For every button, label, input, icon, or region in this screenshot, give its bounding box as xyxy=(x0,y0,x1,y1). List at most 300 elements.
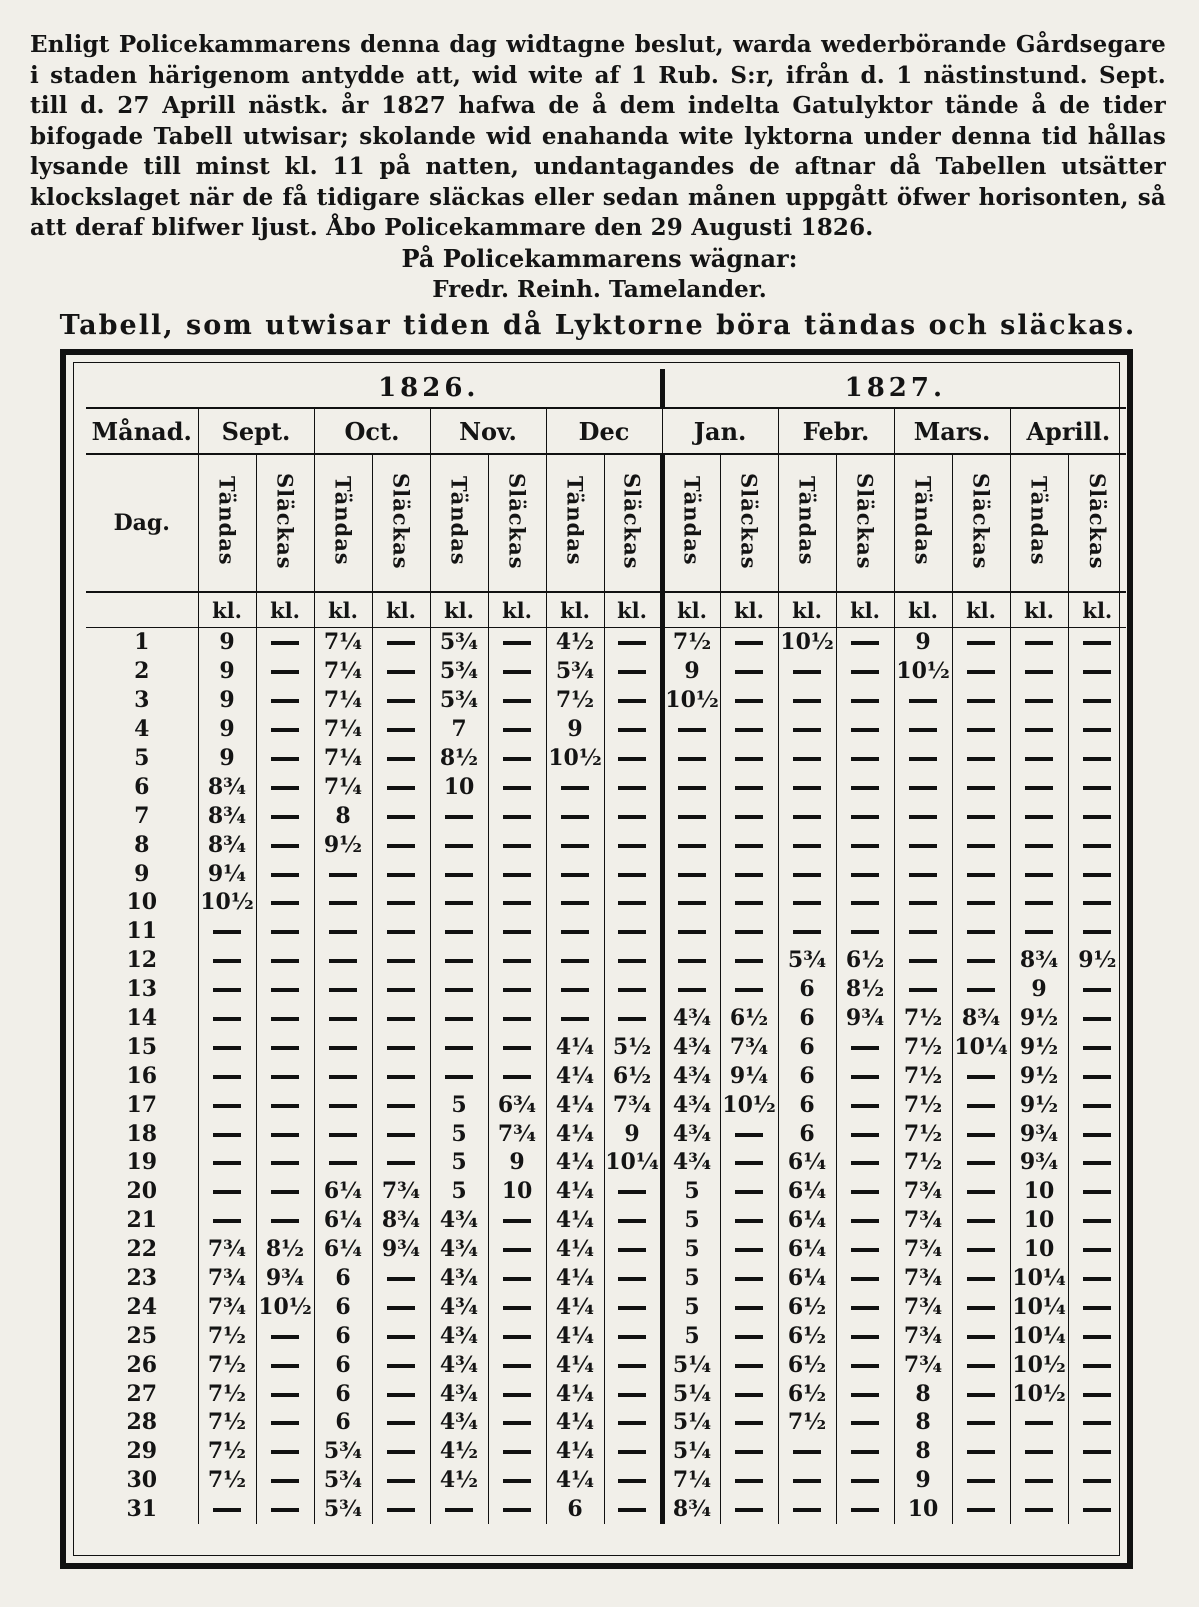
unit-label: kl. xyxy=(604,592,662,628)
time-value: 10¼ xyxy=(954,1033,1008,1060)
time-cell xyxy=(256,686,314,715)
time-cell xyxy=(720,1437,778,1466)
time-cell xyxy=(836,1119,894,1148)
month-header: Febr. xyxy=(778,408,894,454)
time-cell xyxy=(720,1119,778,1148)
time-cell xyxy=(604,1292,662,1321)
day-number: 20 xyxy=(126,1178,158,1205)
dash-mark xyxy=(271,1161,299,1165)
time-value: 7½ xyxy=(207,1409,247,1436)
time-value: 7¾ xyxy=(497,1120,537,1147)
dash-mark xyxy=(1025,844,1053,848)
dash-mark xyxy=(271,1421,299,1425)
dash-mark xyxy=(271,641,299,645)
time-cell xyxy=(894,1437,952,1466)
dash-mark xyxy=(1083,670,1111,674)
time-cell xyxy=(430,1119,488,1148)
time-value: 9 xyxy=(1031,976,1047,1003)
time-cell xyxy=(1068,1379,1126,1408)
unit-label: kl. xyxy=(1068,592,1126,628)
dash-mark xyxy=(387,844,415,848)
time-cell xyxy=(952,1004,1010,1033)
time-cell xyxy=(546,744,604,773)
dash-mark xyxy=(503,844,531,848)
dash-mark xyxy=(1025,930,1053,934)
time-cell xyxy=(372,1408,430,1437)
unit-label: kl. xyxy=(952,592,1010,628)
time-cell xyxy=(256,1437,314,1466)
dash-mark xyxy=(1083,1046,1111,1050)
time-value: 9 xyxy=(509,1149,525,1176)
time-cell xyxy=(430,917,488,946)
time-cell xyxy=(894,830,952,859)
dash-mark xyxy=(271,1075,299,1079)
time-value: 5¾ xyxy=(323,1438,363,1465)
dash-mark xyxy=(735,988,763,992)
dash-mark xyxy=(793,728,821,732)
time-value: 6¼ xyxy=(787,1265,827,1292)
time-cell xyxy=(198,657,256,686)
time-cell xyxy=(778,975,836,1004)
dash-mark xyxy=(618,1335,646,1339)
time-value: 7¾ xyxy=(381,1178,421,1205)
dash-mark xyxy=(909,728,937,732)
dash-mark xyxy=(678,959,706,963)
time-value: 6½ xyxy=(612,1062,652,1089)
tandas-header: Tändas xyxy=(910,476,936,566)
time-cell xyxy=(952,1495,1010,1524)
time-cell xyxy=(488,888,546,917)
time-value: 7¾ xyxy=(207,1293,247,1320)
time-value: 5 xyxy=(451,1178,467,1205)
time-cell xyxy=(430,975,488,1004)
time-value: 9¾ xyxy=(265,1265,305,1292)
time-cell xyxy=(1010,1264,1068,1293)
time-cell xyxy=(604,1379,662,1408)
time-cell xyxy=(314,1004,372,1033)
dash-mark xyxy=(967,1508,995,1512)
dash-mark xyxy=(735,757,763,761)
time-cell xyxy=(546,1350,604,1379)
dash-mark xyxy=(1083,1335,1111,1339)
time-cell xyxy=(1010,859,1068,888)
time-cell xyxy=(488,801,546,830)
dash-mark xyxy=(735,1190,763,1194)
time-value: 6½ xyxy=(787,1322,827,1349)
dash-mark xyxy=(213,1161,241,1165)
dash-mark xyxy=(1025,901,1053,905)
table-row xyxy=(86,744,1126,773)
time-cell xyxy=(256,1061,314,1090)
dash-mark xyxy=(851,1450,879,1454)
time-cell xyxy=(198,975,256,1004)
time-cell xyxy=(314,628,372,657)
time-value: 7½ xyxy=(207,1438,247,1465)
time-cell xyxy=(488,1119,546,1148)
month-label: Månad. xyxy=(86,408,198,454)
time-cell xyxy=(894,1264,952,1293)
day-number: 11 xyxy=(126,918,158,945)
time-cell xyxy=(778,1119,836,1148)
time-cell xyxy=(1068,1264,1126,1293)
time-cell xyxy=(1010,1379,1068,1408)
dash-mark xyxy=(851,901,879,905)
dash-mark xyxy=(329,901,357,905)
time-cell xyxy=(778,1004,836,1033)
dash-mark xyxy=(1083,1017,1111,1021)
table-row xyxy=(86,1292,1126,1321)
time-cell xyxy=(430,744,488,773)
time-cell xyxy=(662,1466,720,1495)
time-cell xyxy=(662,1004,720,1033)
table-row xyxy=(86,1148,1126,1177)
dash-mark xyxy=(387,1450,415,1454)
dash-mark xyxy=(1083,1306,1111,1310)
dash-mark xyxy=(735,1421,763,1425)
dash-mark xyxy=(851,786,879,790)
time-cell xyxy=(604,888,662,917)
time-cell xyxy=(836,1206,894,1235)
time-cell xyxy=(256,859,314,888)
dash-mark xyxy=(503,699,531,703)
dash-mark xyxy=(387,786,415,790)
day-number: 6 xyxy=(134,773,150,800)
time-cell xyxy=(662,1495,720,1524)
time-value: 6¾ xyxy=(497,1091,537,1118)
time-cell xyxy=(836,1235,894,1264)
dash-mark xyxy=(561,815,589,819)
dash-mark xyxy=(618,844,646,848)
dash-mark xyxy=(909,930,937,934)
dash-mark xyxy=(271,1479,299,1483)
time-cell xyxy=(314,1350,372,1379)
dash-mark xyxy=(503,1364,531,1368)
time-value: 5¾ xyxy=(787,947,827,974)
time-value: 7½ xyxy=(903,1149,943,1176)
unit-label: kl. xyxy=(662,592,720,628)
time-value: 7½ xyxy=(903,1120,943,1147)
dash-mark xyxy=(967,1104,995,1108)
time-cell xyxy=(256,801,314,830)
time-cell xyxy=(314,1148,372,1177)
time-cell xyxy=(546,628,604,657)
table-row xyxy=(86,628,1126,657)
time-cell xyxy=(546,946,604,975)
dash-mark xyxy=(618,786,646,790)
time-value: 7¾ xyxy=(612,1091,652,1118)
time-value: 6¼ xyxy=(323,1178,363,1205)
time-cell xyxy=(488,1321,546,1350)
dash-mark xyxy=(503,873,531,877)
time-cell xyxy=(836,888,894,917)
time-cell xyxy=(836,1292,894,1321)
dash-mark xyxy=(271,1219,299,1223)
time-cell xyxy=(314,1379,372,1408)
dash-mark xyxy=(618,1450,646,1454)
dash-mark xyxy=(851,757,879,761)
time-cell xyxy=(836,1408,894,1437)
dash-mark xyxy=(329,1046,357,1050)
dash-mark xyxy=(1083,699,1111,703)
time-cell xyxy=(488,772,546,801)
time-value: 7¾ xyxy=(903,1207,943,1234)
dash-mark xyxy=(618,1248,646,1252)
time-value: 8¾ xyxy=(207,773,247,800)
time-cell xyxy=(894,1292,952,1321)
time-cell xyxy=(662,830,720,859)
time-cell xyxy=(430,830,488,859)
time-value: 8½ xyxy=(845,976,885,1003)
time-cell xyxy=(1068,1119,1126,1148)
dash-mark xyxy=(735,844,763,848)
time-cell xyxy=(314,1206,372,1235)
time-cell xyxy=(488,744,546,773)
time-value: 8¾ xyxy=(672,1496,712,1523)
time-value: 10½ xyxy=(665,687,719,714)
time-cell xyxy=(662,1148,720,1177)
table-row xyxy=(86,801,1126,830)
dash-mark xyxy=(618,1421,646,1425)
time-value: 10½ xyxy=(200,889,254,916)
time-cell xyxy=(198,830,256,859)
day-number: 16 xyxy=(126,1062,158,1089)
dash-mark xyxy=(618,815,646,819)
dash-mark xyxy=(851,1161,879,1165)
dash-mark xyxy=(909,873,937,877)
time-cell xyxy=(1010,744,1068,773)
dash-mark xyxy=(618,930,646,934)
time-cell xyxy=(894,1119,952,1148)
dash-mark xyxy=(967,873,995,877)
time-cell xyxy=(836,1379,894,1408)
slackas-header: Släckas xyxy=(968,472,994,570)
time-cell xyxy=(662,801,720,830)
time-cell xyxy=(604,1264,662,1293)
dash-mark xyxy=(851,1277,879,1281)
time-cell xyxy=(778,1437,836,1466)
time-cell xyxy=(720,686,778,715)
dash-mark xyxy=(735,641,763,645)
time-cell xyxy=(1068,1148,1126,1177)
time-value: 4¾ xyxy=(439,1207,479,1234)
dash-mark xyxy=(387,728,415,732)
time-cell xyxy=(662,946,720,975)
dash-mark xyxy=(1083,641,1111,645)
dash-mark xyxy=(1025,1421,1053,1425)
dash-mark xyxy=(967,1421,995,1425)
time-cell xyxy=(662,1032,720,1061)
unit-row xyxy=(86,592,1126,628)
year-row xyxy=(86,369,1126,408)
dash-mark xyxy=(618,1508,646,1512)
time-value: 4¾ xyxy=(439,1409,479,1436)
time-cell xyxy=(1010,1466,1068,1495)
time-cell xyxy=(720,1206,778,1235)
time-value: 8½ xyxy=(265,1236,305,1263)
tandas-header: Tändas xyxy=(562,476,588,566)
dash-mark xyxy=(561,901,589,905)
time-value: 10¼ xyxy=(1012,1265,1066,1292)
time-value: 6 xyxy=(335,1351,351,1378)
time-cell xyxy=(836,772,894,801)
time-cell xyxy=(604,1321,662,1350)
time-cell xyxy=(604,975,662,1004)
time-cell xyxy=(430,1408,488,1437)
time-cell xyxy=(198,859,256,888)
time-cell xyxy=(952,1292,1010,1321)
time-cell xyxy=(1010,1408,1068,1437)
time-cell xyxy=(198,1292,256,1321)
day-number: 21 xyxy=(126,1207,158,1234)
dash-mark xyxy=(445,1046,473,1050)
time-value: 6 xyxy=(567,1496,583,1523)
time-cell xyxy=(256,1321,314,1350)
time-cell xyxy=(1010,1119,1068,1148)
dash-mark xyxy=(213,1104,241,1108)
time-value: 4¼ xyxy=(555,1380,595,1407)
dash-mark xyxy=(967,1133,995,1137)
dash-mark xyxy=(1025,786,1053,790)
time-cell xyxy=(1068,975,1126,1004)
time-cell xyxy=(1068,628,1126,657)
time-value: 4¼ xyxy=(555,1351,595,1378)
time-cell xyxy=(546,1437,604,1466)
time-value: 6 xyxy=(335,1265,351,1292)
time-value: 6¼ xyxy=(787,1207,827,1234)
dash-mark xyxy=(967,641,995,645)
dash-mark xyxy=(387,1335,415,1339)
time-cell xyxy=(894,1061,952,1090)
dash-mark xyxy=(1025,1479,1053,1483)
time-cell xyxy=(662,686,720,715)
dash-mark xyxy=(618,1306,646,1310)
dash-mark xyxy=(618,1017,646,1021)
time-cell xyxy=(430,1292,488,1321)
time-cell xyxy=(720,801,778,830)
dash-mark xyxy=(445,901,473,905)
time-cell xyxy=(720,1495,778,1524)
time-value: 7¾ xyxy=(207,1265,247,1292)
dash-mark xyxy=(618,1393,646,1397)
time-cell xyxy=(720,1466,778,1495)
dash-mark xyxy=(851,728,879,732)
time-value: 9½ xyxy=(1019,1005,1059,1032)
time-cell xyxy=(836,801,894,830)
table-row xyxy=(86,917,1126,946)
time-cell xyxy=(1010,715,1068,744)
time-cell xyxy=(1010,686,1068,715)
table-row xyxy=(86,1090,1126,1119)
dash-mark xyxy=(793,699,821,703)
time-value: 9½ xyxy=(1078,947,1117,974)
day-number: 4 xyxy=(134,716,150,743)
dash-mark xyxy=(678,930,706,934)
time-cell xyxy=(372,1350,430,1379)
time-cell xyxy=(662,975,720,1004)
dash-mark xyxy=(1025,815,1053,819)
time-cell xyxy=(778,1466,836,1495)
day-number: 2 xyxy=(134,658,150,685)
time-value: 8 xyxy=(335,802,351,829)
dash-mark xyxy=(503,988,531,992)
day-number: 9 xyxy=(134,860,150,887)
dash-mark xyxy=(213,1017,241,1021)
unit-label: kl. xyxy=(256,592,314,628)
slackas-header: Släckas xyxy=(504,472,530,570)
time-cell xyxy=(488,1061,546,1090)
time-cell xyxy=(662,917,720,946)
time-value: 4¼ xyxy=(555,1293,595,1320)
time-cell xyxy=(198,1148,256,1177)
unit-label: kl. xyxy=(430,592,488,628)
dash-mark xyxy=(1083,757,1111,761)
dash-mark xyxy=(967,1075,995,1079)
time-cell xyxy=(488,1090,546,1119)
dash-mark xyxy=(735,699,763,703)
time-cell xyxy=(430,1090,488,1119)
month-header: Oct. xyxy=(314,408,430,454)
time-cell xyxy=(430,1495,488,1524)
time-cell xyxy=(314,1090,372,1119)
time-value: 4¼ xyxy=(555,1033,595,1060)
time-cell xyxy=(546,686,604,715)
time-value: 10 xyxy=(501,1178,533,1205)
dash-mark xyxy=(967,959,995,963)
day-number: 30 xyxy=(126,1467,158,1494)
dash-mark xyxy=(851,873,879,877)
time-cell xyxy=(256,1148,314,1177)
time-cell xyxy=(372,1090,430,1119)
time-cell xyxy=(1010,1090,1068,1119)
time-cell xyxy=(372,657,430,686)
time-value: 5¾ xyxy=(323,1467,363,1494)
time-cell xyxy=(1068,1090,1126,1119)
table-row xyxy=(86,1437,1126,1466)
time-cell xyxy=(430,1032,488,1061)
time-cell xyxy=(952,888,1010,917)
dash-mark xyxy=(793,1450,821,1454)
dash-mark xyxy=(851,1046,879,1050)
dash-mark xyxy=(271,844,299,848)
time-cell xyxy=(256,628,314,657)
dash-mark xyxy=(387,1104,415,1108)
time-cell xyxy=(1010,1177,1068,1206)
time-value: 6½ xyxy=(787,1380,827,1407)
dash-mark xyxy=(503,670,531,674)
time-value: 8¾ xyxy=(1019,947,1059,974)
time-cell xyxy=(430,715,488,744)
dash-mark xyxy=(967,1450,995,1454)
dash-mark xyxy=(271,1104,299,1108)
dash-mark xyxy=(387,1393,415,1397)
time-cell xyxy=(198,1090,256,1119)
unit-label: kl. xyxy=(720,592,778,628)
unit-label: kl. xyxy=(314,592,372,628)
time-cell xyxy=(1010,888,1068,917)
dash-mark xyxy=(967,699,995,703)
time-value: 7¾ xyxy=(903,1178,943,1205)
dash-mark xyxy=(271,930,299,934)
time-value: 10½ xyxy=(1012,1380,1066,1407)
dash-mark xyxy=(503,1450,531,1454)
dash-mark xyxy=(213,1508,241,1512)
dash-mark xyxy=(909,959,937,963)
dash-mark xyxy=(503,728,531,732)
dash-mark xyxy=(387,959,415,963)
dash-mark xyxy=(1083,1479,1111,1483)
time-cell xyxy=(1068,1235,1126,1264)
time-cell xyxy=(952,1090,1010,1119)
